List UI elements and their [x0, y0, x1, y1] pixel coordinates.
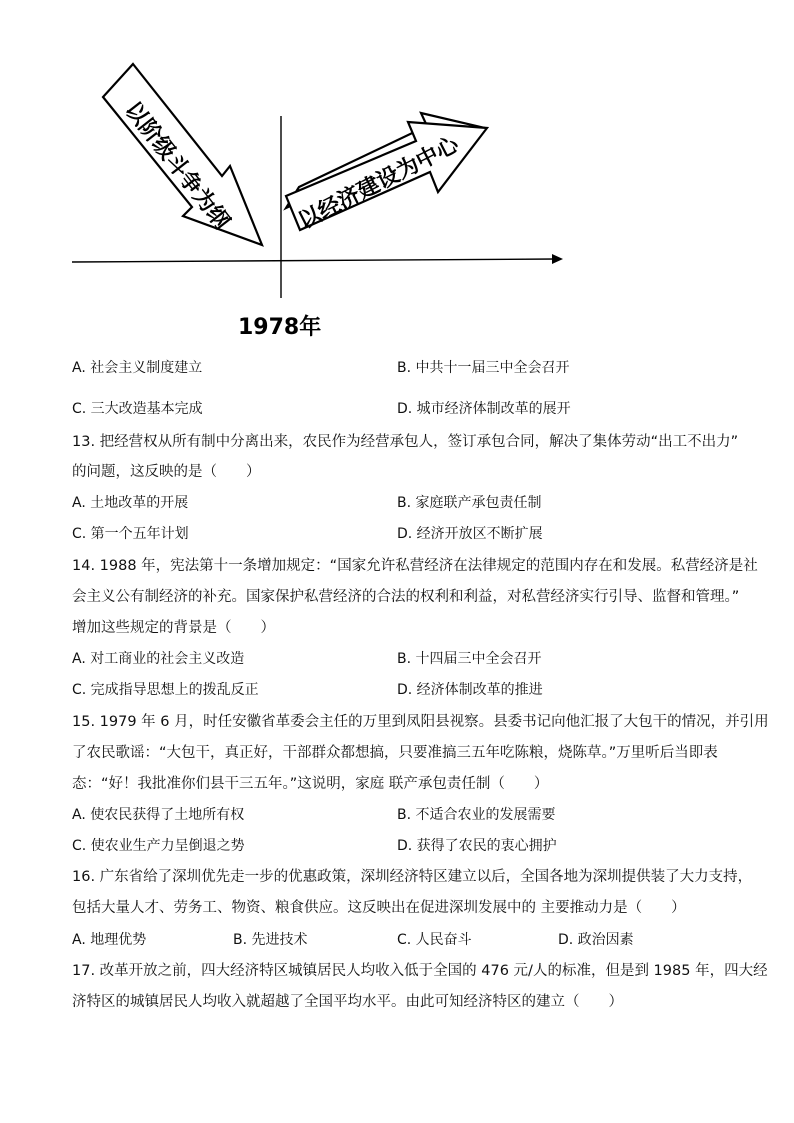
q12-option-c[interactable]: C. 三大改造基本完成 — [72, 401, 203, 417]
q12-option-b[interactable]: B. 中共十一届三中全会召开 — [397, 360, 570, 376]
q17-stem-line2: 济特区的城镇居民人均收入就超越了全国平均水平。由此可知经济特区的建立（ ） — [72, 994, 623, 1010]
q14-stem-line3: 增加这些规定的背景是（ ） — [72, 620, 275, 636]
q16-option-a[interactable]: A. 地理优势 — [72, 932, 147, 948]
q14-stem-line1: 14. 1988 年，宪法第十一条增加规定：“国家允许私营经济在法律规定的范围内存在和发展。私营经济是社 — [72, 558, 758, 574]
q12-option-a[interactable]: A. 社会主义制度建立 — [72, 360, 203, 376]
year-label: 1978年 — [238, 315, 322, 340]
q13-option-a[interactable]: A. 土地改革的开展 — [72, 495, 189, 511]
axis-arrowhead-icon — [552, 254, 563, 264]
q13-option-d[interactable]: D. 经济开放区不断扩展 — [397, 526, 543, 542]
q15-option-b[interactable]: B. 不适合农业的发展需要 — [397, 807, 556, 823]
q12-option-d[interactable]: D. 城市经济体制改革的展开 — [397, 401, 571, 417]
q15-option-a[interactable]: A. 使农民获得了土地所有权 — [72, 807, 245, 823]
q16-option-c[interactable]: C. 人民奋斗 — [397, 932, 472, 948]
q14-stem-line2: 会主义公有制经济的补充。国家保护私营经济的合法的权利和利益，对私营经济实行引导、监督和管理。” — [72, 589, 740, 605]
policy-shift-diagram — [0, 0, 794, 360]
q15-option-c[interactable]: C. 使农业生产力呈倒退之势 — [72, 838, 245, 854]
q16-option-d[interactable]: D. 政治因素 — [558, 932, 634, 948]
q17-stem-line1: 17. 改革开放之前，四大经济特区城镇居民人均收入低于全国的 476 元/人的标准，但是到 1985 年，四大经 — [72, 963, 768, 979]
right-arrow-text: 以经济建设为中心 — [294, 132, 463, 235]
q16-stem-line1: 16. 广东省给了深圳优先走一步的优惠政策，深圳经济特区建立以后，全国各地为深圳提供装了大力支持， — [72, 869, 753, 885]
q13-option-c[interactable]: C. 第一个五年计划 — [72, 526, 189, 542]
q16-option-b[interactable]: B. 先进技术 — [233, 932, 308, 948]
timeline-axis — [72, 259, 556, 262]
q15-option-d[interactable]: D. 获得了农民的衷心拥护 — [397, 838, 557, 854]
q15-stem-line1: 15. 1979 年 6 月，时任安徽省革委会主任的万里到凤阳县视察。县委书记向他汇报了大包干的情况，并引用 — [72, 714, 769, 730]
q15-stem-line3: 态：“好！我批准你们县干三五年。”这说明，家庭 联产承包责任制（ ） — [72, 776, 549, 792]
q14-option-a[interactable]: A. 对工商业的社会主义改造 — [72, 651, 245, 667]
q14-option-b[interactable]: B. 十四届三中全会召开 — [397, 651, 542, 667]
q13-option-b[interactable]: B. 家庭联产承包责任制 — [397, 495, 542, 511]
left-arrow-text: 以阶级斗争为纲 — [119, 97, 235, 235]
q16-stem-line2: 包括大量人才、劳务工、物资、粮食供应。这反映出在促进深圳发展中的 主要推动力是（ ） — [72, 900, 686, 916]
q14-option-d[interactable]: D. 经济体制改革的推进 — [397, 682, 543, 698]
q13-stem-line2: 的问题，这反映的是（ ） — [72, 464, 261, 480]
q15-stem-line2: 了农民歌谣：“大包干，真正好，干部群众都想搞，只要准搞三五年吃陈粮，烧陈草。”万里听后当即表 — [72, 745, 718, 761]
q13-stem-line1: 13. 把经营权从所有制中分离出来，农民作为经营承包人，签订承包合同，解决了集体劳动“出工不出力” — [72, 434, 739, 450]
q14-option-c[interactable]: C. 完成指导思想上的拨乱反正 — [72, 682, 259, 698]
